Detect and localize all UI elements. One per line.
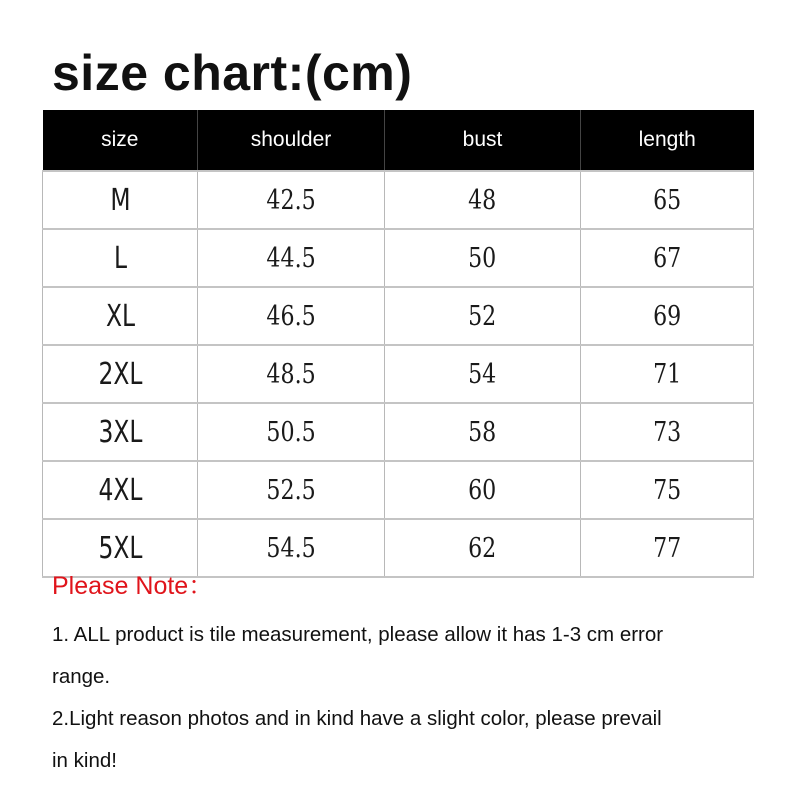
table-row	[43, 345, 754, 403]
table-row	[43, 461, 754, 519]
shoulder-value: 44.5	[266, 242, 316, 274]
note-line: range.	[52, 665, 111, 688]
length-value: 71	[652, 358, 682, 390]
length-value: 65	[652, 184, 682, 216]
size-cell	[60, 461, 181, 519]
bust-cell	[385, 171, 581, 229]
shoulder-cell	[198, 403, 385, 461]
shoulder-cell	[198, 171, 385, 229]
length-cell	[581, 345, 754, 403]
shoulder-value: 48.5	[266, 358, 316, 390]
shoulder-value: 42.5	[266, 184, 316, 216]
size-value: L	[113, 240, 127, 276]
length-value: 75	[652, 474, 682, 506]
bust-cell	[385, 519, 581, 577]
shoulder-cell	[198, 287, 385, 345]
size-cell	[60, 229, 181, 287]
bust-value: 54	[468, 358, 497, 390]
shoulder-cell	[198, 345, 385, 403]
note-line: 1. ALL product is tile measurement, please allow it has 1-3 cm error	[52, 623, 664, 646]
header-length: length	[581, 110, 754, 171]
bust-cell	[385, 287, 581, 345]
table-row	[43, 229, 754, 287]
page-title: size chart:(cm)	[52, 45, 413, 101]
note-line: 2.Light reason photos and in kind have a slight color, please prevail	[52, 707, 662, 730]
bust-value: 48	[468, 184, 497, 216]
length-value: 77	[652, 532, 682, 564]
bust-cell	[385, 229, 581, 287]
length-cell	[581, 461, 754, 519]
length-value: 67	[652, 242, 682, 274]
shoulder-value: 46.5	[266, 300, 316, 332]
header-shoulder: shoulder	[198, 110, 385, 171]
size-cell	[60, 345, 181, 403]
size-cell	[60, 287, 181, 345]
size-value: M	[109, 182, 131, 218]
table-header-row	[43, 110, 754, 171]
bust-value: 60	[468, 474, 497, 506]
shoulder-cell	[198, 461, 385, 519]
shoulder-value: 50.5	[266, 416, 316, 448]
bust-cell	[385, 403, 581, 461]
bust-value: 50	[468, 242, 497, 274]
note-line: in kind!	[52, 749, 117, 772]
size-cell	[60, 403, 181, 461]
shoulder-value: 52.5	[266, 474, 316, 506]
header-bust: bust	[385, 110, 581, 171]
size-value: 3XL	[98, 414, 142, 450]
length-value: 69	[652, 300, 682, 332]
table-row	[43, 171, 754, 229]
shoulder-value: 54.5	[266, 532, 316, 564]
bust-cell	[385, 345, 581, 403]
length-cell	[581, 287, 754, 345]
length-cell	[581, 519, 754, 577]
bust-value: 62	[468, 532, 497, 564]
size-value: 4XL	[98, 472, 142, 508]
size-value: XL	[105, 298, 135, 334]
length-cell	[581, 229, 754, 287]
bust-cell	[385, 461, 581, 519]
shoulder-cell	[198, 519, 385, 577]
bust-value: 52	[468, 300, 497, 332]
note-title: Please Note：	[52, 572, 214, 600]
size-cell	[60, 171, 181, 229]
shoulder-cell	[198, 229, 385, 287]
size-value: 5XL	[98, 530, 142, 566]
length-cell	[581, 403, 754, 461]
bust-value: 58	[468, 416, 497, 448]
table-row	[43, 403, 754, 461]
table-row	[43, 287, 754, 345]
size-chart-table	[42, 110, 754, 578]
header-size: size	[43, 110, 198, 171]
length-value: 73	[652, 416, 682, 448]
length-cell	[581, 171, 754, 229]
size-value: 2XL	[98, 356, 142, 392]
